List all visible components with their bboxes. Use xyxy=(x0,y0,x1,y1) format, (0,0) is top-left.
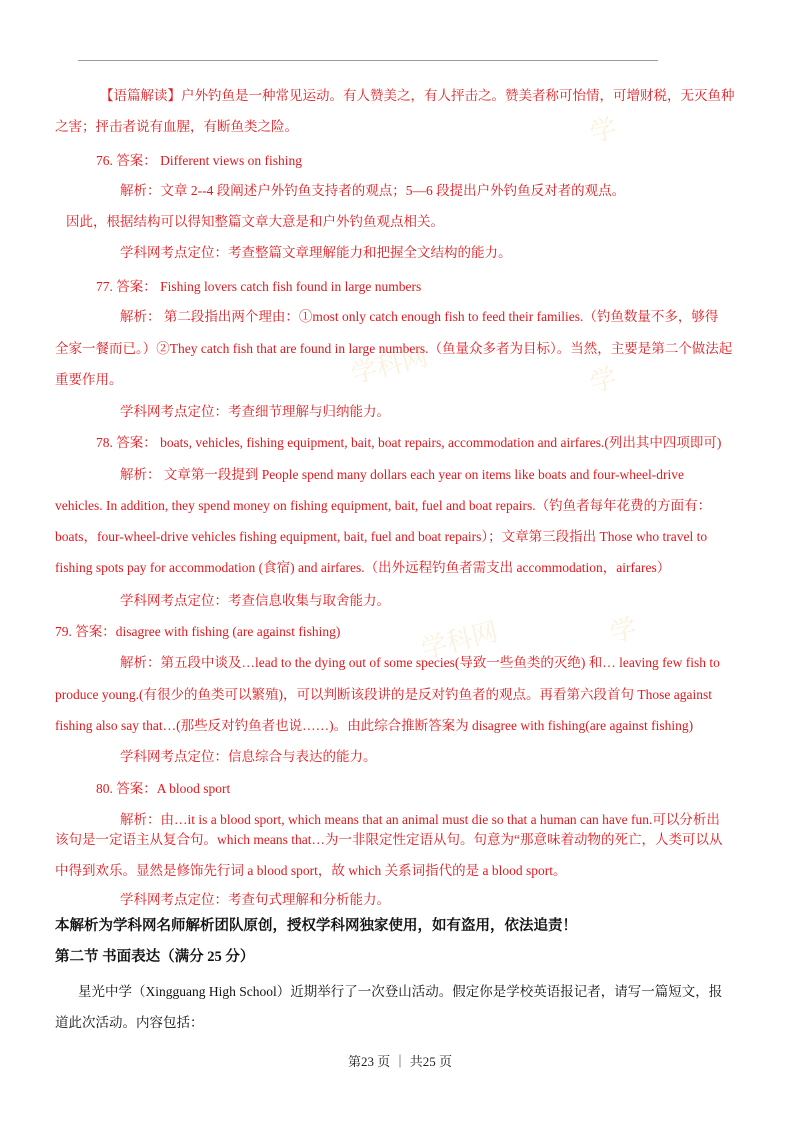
point-79: 学科网考点定位：信息综合与表达的能力。 xyxy=(120,749,377,764)
analysis-77-line-2: 全家一餐而已。）②They catch fish that are found in large numbers.（鱼量众多者为目标）。当然，主要是第二个做法起 xyxy=(55,341,733,356)
analysis-76-line-1: 解析：文章 2--4 段阐述户外钓鱼支持者的观点；5—6 段提出户外钓鱼反对者的观点。 xyxy=(120,183,626,198)
writing-prompt-line-2: 道此次活动。内容包括： xyxy=(55,1015,204,1030)
point-80: 学科网考点定位：考查句式理解和分析能力。 xyxy=(120,892,390,907)
watermark-logo: 学科网 xyxy=(348,341,432,390)
watermark-logo: 学科网 xyxy=(418,616,502,665)
analysis-78-line-4: fishing spots pay for accommodation (食宿) and airfares.（出外远程钓鱼者需支出 accommodation，airfares） xyxy=(55,560,671,575)
page-footer: 第23 页 ｜ 共25 页 xyxy=(347,1054,452,1069)
analysis-77-line-3: 重要作用。 xyxy=(55,372,123,387)
analysis-77-line-1: 解析： 第二段指出两个理由：①most only catch enough fish to feed their families.（钓鱼数量不多，够得 xyxy=(120,309,719,324)
analysis-76-line-2: 因此，根据结构可以得知整篇文章大意是和户外钓鱼观点相关。 xyxy=(66,214,444,229)
watermark-logo: 学 xyxy=(607,613,640,649)
writing-prompt-line-1: 星光中学（Xingguang High School）近期举行了一次登山活动。假定你是学校英语报记者，请写一篇短文，报 xyxy=(78,984,723,999)
copyright-notice: 本解析为学科网名师解析团队原创，授权学科网独家使用，如有盗用，依法追责！ xyxy=(55,918,577,934)
analysis-78-line-3: boats，four-wheel-drive vehicles fishing equipment, bait, fuel and boat repairs）；文章第三段指出 Those who travel to xyxy=(55,529,708,544)
analysis-80-line-3: 中得到欢乐。显然是修饰先行词 a blood sport，故 which 关系词指代的是 a blood sport。 xyxy=(55,863,567,878)
reading-summary-line-2: 之害；抨击者说有血腥，有断鱼类之险。 xyxy=(55,119,298,134)
analysis-79-line-1: 解析：第五段中谈及…lead to the dying out of some species(导致一些鱼类的灭绝) 和… leaving few fish to xyxy=(120,655,720,670)
analysis-79-line-3: fishing also say that…(那些反对钓鱼者也说……)。由此综合推断答案为 disagree with fishing(are against fishing) xyxy=(55,718,694,733)
point-77: 学科网考点定位：考查细节理解与归纳能力。 xyxy=(120,404,390,419)
analysis-79-line-2: produce young.(有很少的鱼类可以繁殖)，可以判断该段讲的是反对钓鱼者的观点。再看第六段首句 Those against xyxy=(55,687,712,702)
analysis-78-line-2: vehicles. In addition, they spend money on fishing equipment, bait, fuel and boat repairs.（钓鱼者每年花费的方面有： xyxy=(55,498,712,513)
watermark-logo: 学 xyxy=(587,113,620,149)
point-78: 学科网考点定位：考查信息收集与取舍能力。 xyxy=(120,593,390,608)
header-rule xyxy=(78,60,658,61)
analysis-78-line-1: 解析： 文章第一段提到 People spend many dollars each year on items like boats and four-wheel-drive xyxy=(120,467,684,482)
answer-80: 80. 答案：A blood sport xyxy=(96,781,231,796)
analysis-80-line-1: 解析：由…it is a blood sport, which means that an animal must die so that a human can have fun.可以分析出 xyxy=(120,812,720,827)
answer-76: 76. 答案： Different views on fishing xyxy=(96,153,302,168)
answer-79: 79. 答案：disagree with fishing (are against fishing) xyxy=(55,624,341,639)
answer-77: 77. 答案： Fishing lovers catch fish found in large numbers xyxy=(96,279,422,294)
section-heading: 第二节 书面表达（满分 25 分） xyxy=(55,949,255,965)
point-76: 学科网考点定位：考查整篇文章理解能力和把握全文结构的能力。 xyxy=(120,245,512,260)
reading-summary-line-1: 【语篇解读】户外钓鱼是一种常见运动。有人赞美之，有人抨击之。赞美者称可怡情，可增财税，无灭鱼种 xyxy=(100,88,735,103)
analysis-80-line-2: 该句是一定语主从复合句。which means that…为一非限定性定语从句。句意为“那意味着动物的死亡，人类可以从 xyxy=(55,832,723,847)
answer-78: 78. 答案： boats, vehicles, fishing equipment, bait, boat repairs, accommodation and airfares.(列出其中四项即可) xyxy=(96,435,722,450)
watermark-logo: 学 xyxy=(587,363,620,399)
